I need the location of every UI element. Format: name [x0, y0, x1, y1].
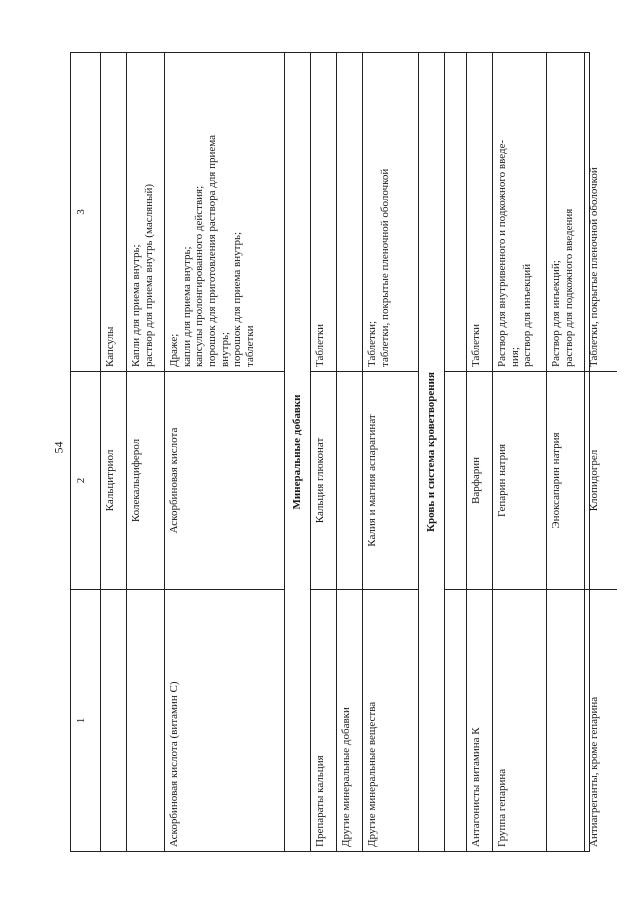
column-header-1: 1: [71, 589, 100, 851]
dosage-form-cell: [467, 53, 492, 371]
drug-name-cell: Калия и магния аспарагинат: [363, 371, 418, 589]
table-row: [101, 53, 127, 851]
group-cell: Другие минеральные добавки: [337, 589, 362, 851]
dosage-form-line: ния;: [508, 347, 521, 367]
drug-name-cell: Аскорбиновая кислота: [165, 371, 284, 589]
table-row: [337, 53, 363, 851]
group-cell: [547, 589, 584, 851]
dosage-form-line: капсулы пролонгированного действия;: [193, 185, 206, 367]
table-row: [363, 53, 419, 851]
dosage-form-line: раствор для подкожного введения: [562, 208, 575, 367]
group-cell: Другие минеральные вещества: [363, 589, 418, 851]
group-cell: [101, 589, 126, 851]
dosage-form-line: Капли для приема внутрь;: [130, 244, 142, 367]
group-cell: [445, 589, 466, 851]
dosage-form-line: раствор для инъекций: [521, 263, 534, 367]
dosage-form-line: Таблетки: [314, 323, 326, 367]
group-cell: Антагонисты витамина К: [467, 589, 492, 851]
dosage-form-cell: [311, 53, 336, 371]
group-cell: Препараты кальция: [311, 589, 336, 851]
dosage-form-cell: [127, 53, 164, 371]
dosage-form-line: раствор для приема внутрь (масляный): [142, 184, 155, 367]
dosage-form-line: порошок для приготовления раствора для приема: [205, 134, 218, 367]
dosage-form-cell: [165, 53, 284, 371]
table-row: [493, 53, 547, 851]
drug-name-cell: Колекальциферол: [127, 371, 164, 589]
group-cell: Группа гепарина: [493, 589, 546, 851]
dosage-form-line: Раствор для внутривенного и подкожного введе-: [496, 139, 508, 367]
column-header-2: 2: [71, 371, 100, 589]
table-row: [585, 53, 617, 851]
dosage-form-line: Капсулы: [104, 326, 116, 367]
drug-name-cell: Кальцитриол: [101, 371, 126, 589]
drug-name-cell: [337, 371, 362, 589]
drug-name-cell: Кальция глюконат: [311, 371, 336, 589]
drug-name-cell: Клопидогрел: [585, 371, 617, 589]
column-header-3: 3: [75, 209, 87, 215]
group-cell: [127, 589, 164, 851]
dosage-form-cell: [337, 53, 362, 371]
dosage-form-cell: [101, 53, 126, 371]
drug-name-cell: [445, 371, 466, 589]
section-heading-minerals: Минеральные добавки: [285, 53, 311, 851]
dosage-form-cell: [445, 53, 466, 371]
section-heading-blood: Кровь и система кроветворения: [419, 53, 445, 851]
table-row: [127, 53, 165, 851]
dosage-form-line: капли для приема внутрь;: [180, 246, 193, 367]
table-row: [165, 53, 285, 851]
dosage-form-line: внутрь;: [218, 331, 231, 367]
table-row: [547, 53, 585, 851]
group-cell: Аскорбиновая кислота (витамин С): [165, 589, 284, 851]
dosage-form-cell: [547, 53, 584, 371]
dosage-form-cell: [493, 53, 546, 371]
drug-name-cell: Эноксапарин натрия: [547, 371, 584, 589]
table-header-row: [71, 53, 101, 851]
dosage-form-cell: [585, 53, 617, 371]
dosage-form-line: Драже;: [168, 333, 180, 367]
dosage-form-line: Таблетки, покрытые пленочной оболочкой: [588, 167, 600, 367]
dosage-form-line: Таблетки: [470, 323, 482, 367]
dosage-form-line: таблетки, покрытые пленочной оболочкой: [378, 168, 391, 367]
dosage-form-line: таблетки: [243, 325, 256, 367]
dosage-form-line: Таблетки;: [366, 320, 378, 367]
page-number: 54: [51, 441, 66, 454]
drug-table: [70, 52, 600, 852]
dosage-form-line: Раствор для инъекций;: [550, 260, 562, 367]
group-cell: Антиагреганты, кроме гепарина: [585, 589, 617, 851]
table-row: [311, 53, 337, 851]
table-row: [445, 53, 467, 851]
dosage-form-line: порошок для приема внутрь;: [231, 231, 244, 367]
drug-table-container: [70, 52, 600, 852]
drug-name-cell: Варфарин: [467, 371, 492, 589]
dosage-form-cell: [363, 53, 418, 371]
table-row: [467, 53, 493, 851]
drug-name-cell: Гепарин натрия: [493, 371, 546, 589]
